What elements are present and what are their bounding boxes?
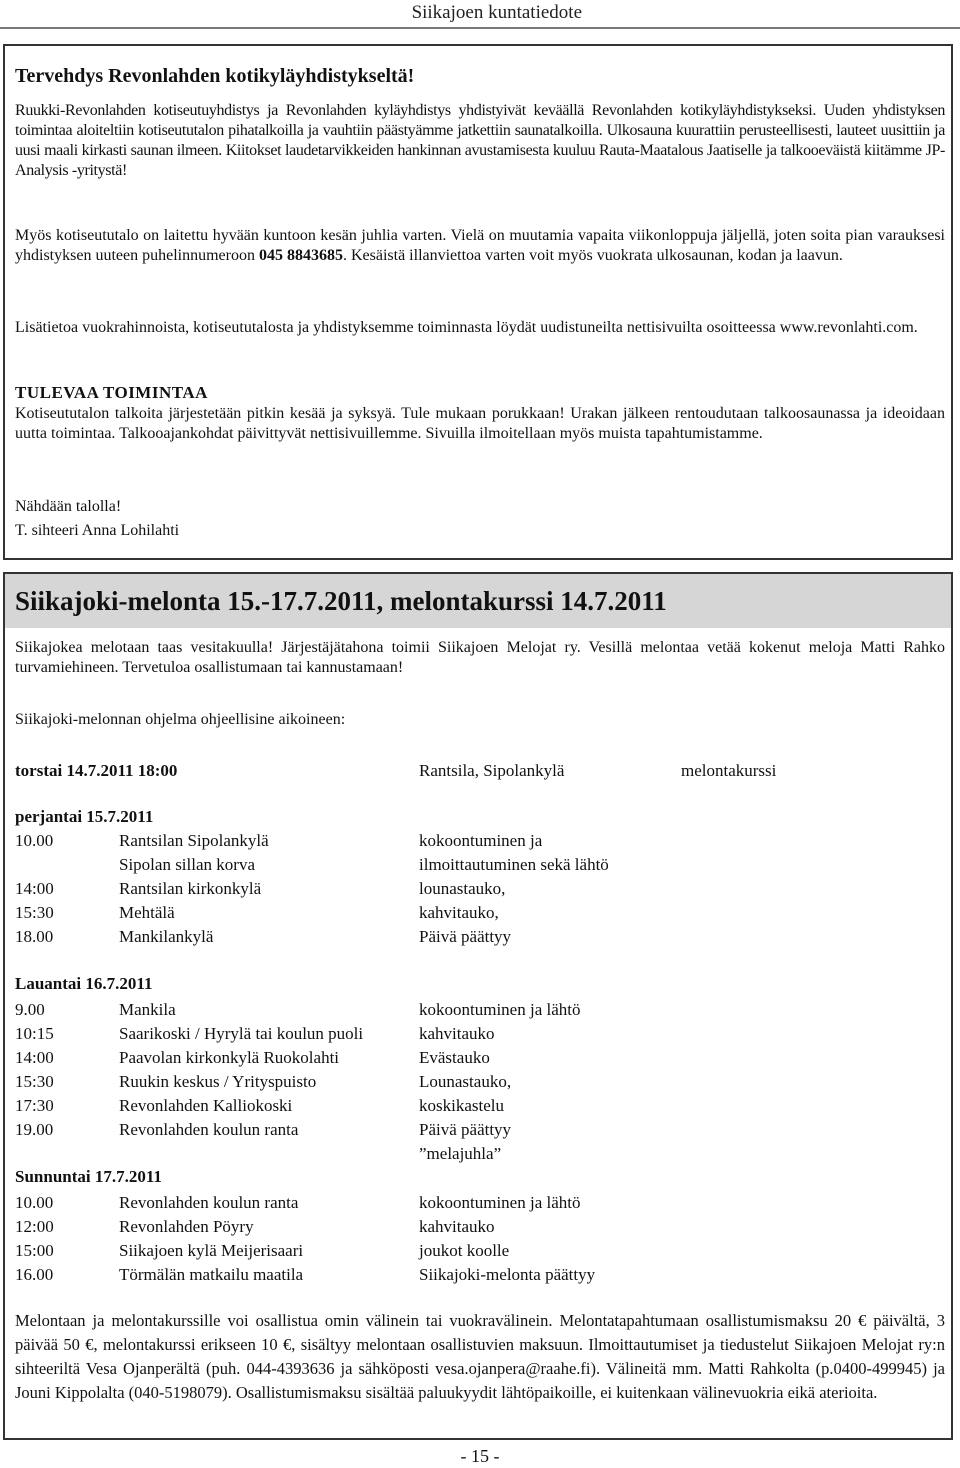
section-title: TULEVAA TOIMINTAA [15,383,208,402]
article-revonlahti [3,44,953,560]
time: 15:00 [15,1241,54,1260]
event: Siikajoki-melonta päättyy [419,1265,596,1284]
paragraph-text: . Kesäistä illanviettoa varten voit myös vuokrata ulkosaunan, kodan ja laavun. [342,247,843,264]
footer-paragraph: Melontaan ja melontakurssille voi osallistua omin välinein tai vuokravälinein. Melontatapahtumaan osallistumismaksu 20 € päivältä, 3 päivää 50 €, melontakurssi erikseen 10 €, sisältyy melontaan osallistuvien maksuun. Ilmoittautumiset ja tiedustelut Siikajoen Melojat ry:n sihteeriltä Vesa Ojanperältä (puh. 044-4393636 ja sähköposti vesa.ojanpera@raahe.fi). Välineitä mm. Matti Rahkolta (p.0400-499945) ja Jouni Kippolalta (040-5198079). Osallistumismaksu sisältää paluukyydit lähtöpaikoille, ei kuitenkaan välinevuokria eikä aterioita. [15,1311,945,1402]
saturday-schedule [15,998,945,1166]
event: melontakurssi [681,761,777,780]
time: 19.00 [15,1120,54,1139]
event: kokoontuminen ja lähtö [419,1000,581,1019]
schedule-row [15,1094,945,1118]
place: Revonlahden koulun ranta [119,1193,299,1212]
day-heading: Sunnuntai 17.7.2011 [15,1167,162,1186]
sunday-schedule [15,1191,945,1287]
place: Revonlahden Kalliokoski [119,1096,293,1115]
schedule-row [15,1142,945,1166]
event: Evästauko [419,1048,490,1067]
page-header [0,0,960,28]
publication-title: Siikajoen kuntatiedote [411,2,582,23]
time: 14:00 [15,879,54,898]
event: Päivä päättyy [419,1120,512,1139]
thursday-row [15,759,945,783]
event: Päivä päättyy [419,927,512,946]
time: 17:30 [15,1096,54,1115]
paragraph: Ruukki-Revonlahden kotiseutuyhdistys ja Revonlahden kyläyhdistys yhdistyivät keväällä Revonlahden kotikyläyhdistykseksi. Uuden yhdistyksen toimintaa aloiteltiin kotiseututalon pihatalkoilla ja vauhtiin päästyämme jatkettiin saunatalkoilla. Ulkosauna kuurattiin perusteellisesti, lauteet uusittiin ja uusi maali kirkasti saunan ilmeen. Kiitokset laudetarvikkeiden hankinnan avustamisesta kuuluu Rauta-Maatalous Jaatiselle ja talkooeväistä kiitämme JP-Analysis -yritystä! [15,102,945,179]
paragraph-text: Myös kotiseututalo on laitettu hyvään kuntoon kesän juhlia varten. Vielä on muutamia vapaita viikonloppuja jäljellä, joten soita pian varauksesi yhdistyksen uuteen puhelinnumeroon [15,227,945,264]
article-title: Siikajoki-melonta 15.-17.7.2011, melontakurssi 14.7.2011 [15,586,667,616]
event: ”melajuhla” [419,1144,502,1163]
time: 15:30 [15,903,54,922]
friday-schedule [15,829,945,949]
schedule-row [15,1022,945,1046]
place: Törmälän matkailu maatila [119,1265,304,1284]
time: 16.00 [15,1265,54,1284]
schedule-row [15,1215,945,1239]
closing-greeting: Nähdään talolla! [15,498,122,515]
schedule-row [15,1263,945,1287]
schedule-row [15,998,945,1022]
place: Mankila [119,1000,176,1019]
event: ilmoittautuminen sekä lähtö [419,855,609,874]
event: Lounastauko, [419,1072,512,1091]
time: 18.00 [15,927,54,946]
schedule-row [15,853,945,877]
time: 9.00 [15,1000,45,1019]
event: kokoontuminen ja [419,831,543,850]
schedule-row [15,1070,945,1094]
place: Rantsilan Sipolankylä [119,831,269,850]
time: 10:15 [15,1024,54,1043]
day-heading: perjantai 15.7.2011 [15,807,154,826]
place: Mehtälä [119,903,175,922]
place: Revonlahden koulun ranta [119,1120,299,1139]
place: Rantsilan kirkonkylä [119,879,262,898]
paragraph: Kotiseututalon talkoita järjestetään pitkin kesää ja syksyä. Tule mukaan porukkaan! Urakan jälkeen rentoudutaan talkoosaunassa ja ideoidaan uutta toimintaa. Talkooajankohdat päivittyvät nettisivuillemme. Sivuilla ilmoitellaan myös muista tapahtumistamme. [15,405,945,442]
article-title: Tervehdys Revonlahden kotikyläyhdistykseltä! [15,65,415,87]
schedule-row [15,1191,945,1215]
place: Saarikoski / Hyrylä tai koulun puoli [119,1024,364,1043]
schedule-row [15,759,945,783]
time: 10.00 [15,1193,54,1212]
program-heading: Siikajoki-melonnan ohjelma ohjeellisine aikoineen: [15,711,346,728]
header-divider [0,27,960,29]
time: 10.00 [15,831,54,850]
day-label: torstai 14.7.2011 18:00 [15,761,178,780]
time: 14:00 [15,1048,54,1067]
schedule-row [15,1118,945,1142]
schedule-row [15,925,945,949]
day-heading: Lauantai 16.7.2011 [15,974,153,993]
paragraph: Siikajokea melotaan taas vesitakuulla! Järjestäjätahona toimii Siikajoen Melojat ry. Vesillä melontaa vetää kokenut meloja Matti Rahko turvamiehineen. Tervetuloa osallistumaan tai kannustamaan! [15,639,945,676]
event: kahvitauko, [419,903,499,922]
event: kahvitauko [419,1024,495,1043]
place: Ruukin keskus / Yrityspuisto [119,1072,317,1091]
paragraph: Lisätietoa vuokrahinnoista, kotiseututalosta ja yhdistyksemme toiminnasta löydät uudistuneilta nettisivuilta osoitteessa www.revonlahti.com. [15,319,918,336]
schedule-row [15,901,945,925]
event: kahvitauko [419,1217,495,1236]
event: joukot koolle [419,1241,510,1260]
place: Siikajoen kylä Meijerisaari [119,1241,304,1260]
time: 15:30 [15,1072,54,1091]
event: lounastauko, [419,879,506,898]
page-number: - 15 - [460,1446,500,1466]
place: Mankilankylä [119,927,214,946]
place: Paavolan kirkonkylä Ruokolahti [119,1048,340,1067]
schedule-row [15,829,945,853]
schedule-row [15,1046,945,1070]
phone-number: 045 8843685 [258,247,343,264]
event: kokoontuminen ja lähtö [419,1193,581,1212]
schedule-row [15,1239,945,1263]
event: koskikastelu [419,1096,504,1115]
time: 12:00 [15,1217,54,1236]
place: Revonlahden Pöyry [119,1217,254,1236]
place: Rantsila, Sipolankylä [419,761,565,780]
signature: T. sihteeri Anna Lohilahti [15,522,180,539]
place: Sipolan sillan korva [119,855,255,874]
article-siikajoki-melonta [3,572,953,1440]
schedule-row [15,877,945,901]
paragraph [15,226,945,266]
